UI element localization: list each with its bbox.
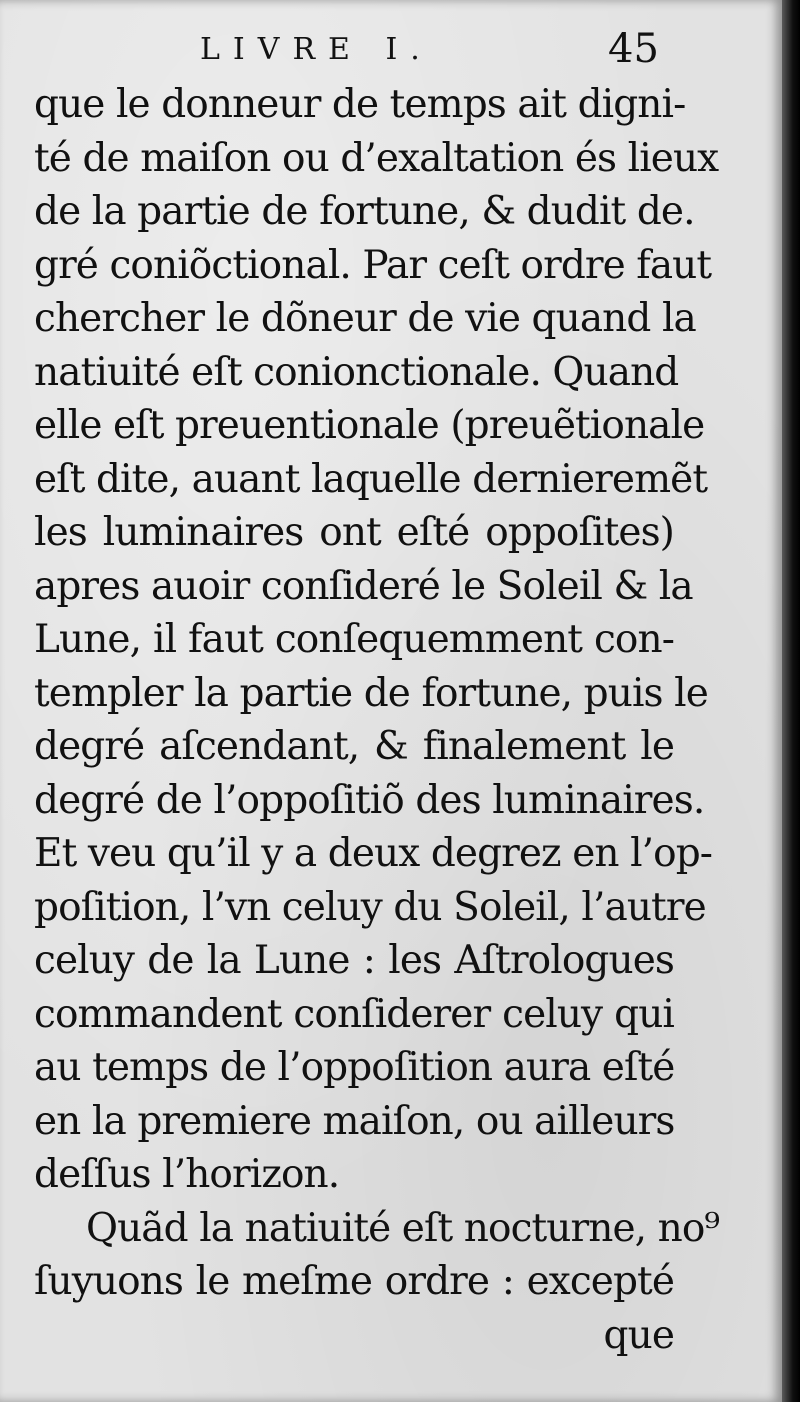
text-line: ſuyuons le meſme ordre : excepté <box>34 1259 674 1304</box>
text-line: que le donneur de temps ait digni- <box>34 82 686 127</box>
text-line: Lune, il faut conſequemment con- <box>34 617 674 662</box>
catchword: que <box>603 1312 674 1358</box>
text-line: degré aſcendant, & finalement le <box>34 724 674 769</box>
text-line: celuy de la Lune : les Aſtrologues <box>34 938 674 983</box>
text-line: de la partie de fortune, & dudit de. <box>34 189 695 234</box>
text-line: degré de l’oppoſitiõ des luminaires. <box>34 777 705 823</box>
text-line: au temps de l’oppoſition aura eſté <box>34 1045 675 1090</box>
text-line: poſition, l’vn celuy du Soleil, l’autre <box>34 884 706 930</box>
page-number: 45 <box>608 26 659 72</box>
running-head <box>0 26 782 76</box>
page-edge-shadow <box>782 0 800 1402</box>
text-line: chercher le dõneur de vie quand la <box>34 296 696 341</box>
text-line: les luminaires ont eſté oppoſites) <box>34 510 674 555</box>
text-line: té de maiſon ou d’exaltation és lieux <box>34 135 719 181</box>
text-line: eſt dite, auant laquelle dernieremẽt <box>34 456 708 502</box>
text-line: deſſus l’horizon. <box>34 1152 340 1197</box>
text-line: gré coniõctional. Par ceſt ordre faut <box>34 242 712 288</box>
running-head-title: LIVRE I. <box>200 32 433 67</box>
text-line: commandent conſiderer celuy qui <box>34 991 674 1037</box>
text-line: Et veu qu’il y a deux degrez en l’op- <box>34 831 713 876</box>
text-line: Quãd la natiuité eſt nocturne, no⁹ <box>86 1205 720 1251</box>
body-text <box>34 78 720 1362</box>
text-line: elle eſt preuentionale (preuẽtionale <box>34 403 705 448</box>
text-line: natiuité eſt conionctionale. Quand <box>34 349 679 395</box>
text-line: apres auoir conſideré le Soleil & la <box>34 563 693 609</box>
text-line: en la premiere maiſon, ou ailleurs <box>34 1098 675 1144</box>
text-line: templer la partie de fortune, puis le <box>34 670 708 716</box>
